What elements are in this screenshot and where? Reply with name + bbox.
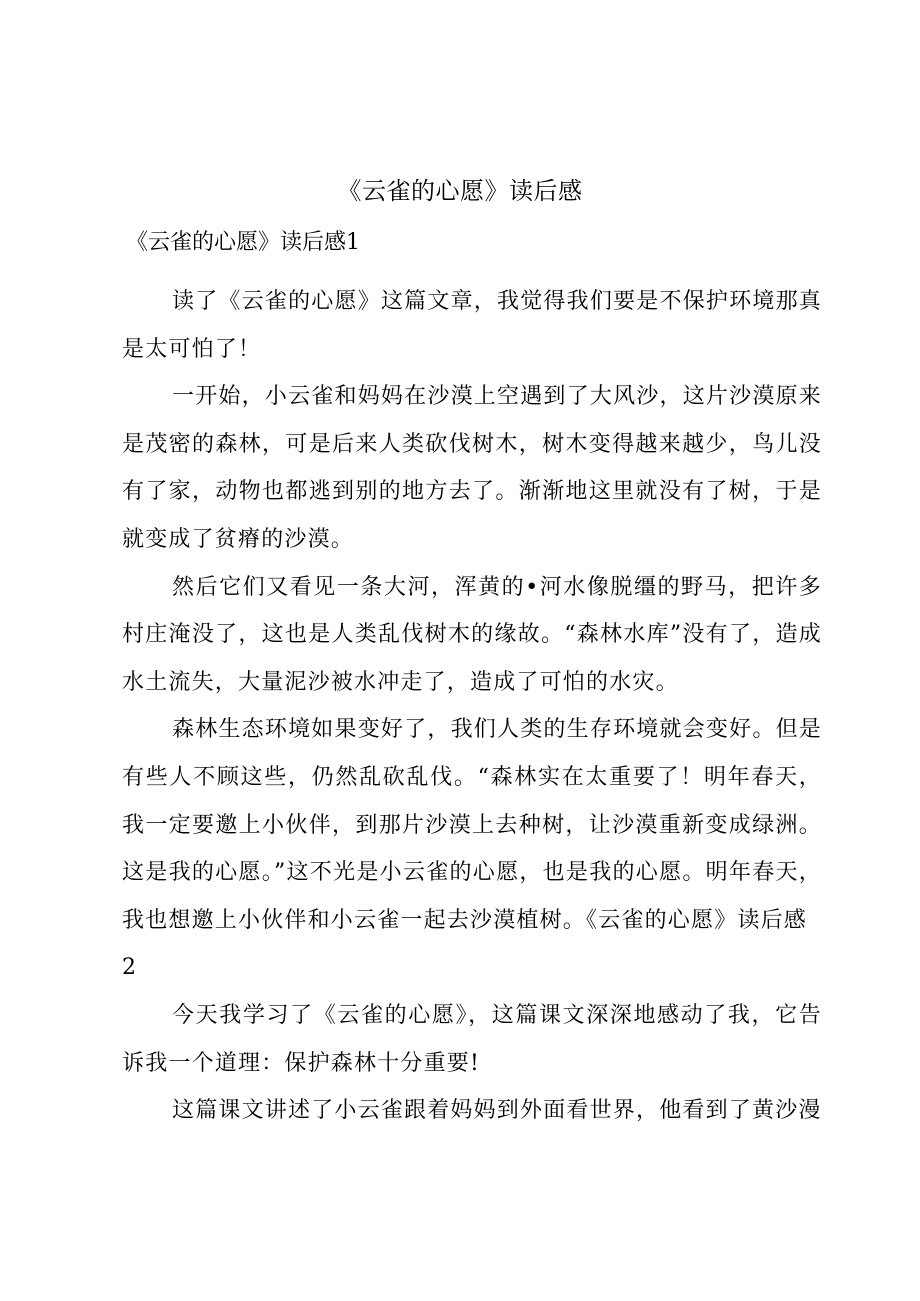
essay-1-heading: 《云雀的心愿》读后感1 — [126, 230, 360, 255]
paragraph-4: 森林生态环境如果变好了，我们人类的生存环境就会变好。但是有些人不顾这些，仍然乱砍乱伐。“森林实在太重要了！明年春天，我一定要邀上小伙伴，到那片沙漠上去种树，让沙漠重新变成绿洲。这是我的心愿。”这不光是小云雀的心愿，也是我的心愿。明年春天，我也想邀上小伙伴和小云雀一起去沙漠植树。《云雀的心愿》读后感 — [122, 717, 822, 933]
paragraph-3: 然后它们又看见一条大河，浑黄的•河水像脱缰的野马，把许多村庄淹没了，这也是人类乱伐树木的缘故。“森林水库”没有了，造成水土流失，大量泥沙被水冲走了，造成了可怕的水灾。 — [122, 574, 822, 695]
document-title: 《云雀的心愿》读后感 — [337, 177, 583, 205]
paragraph-2: 一开始，小云雀和妈妈在沙漠上空遇到了大风沙，这片沙漠原来是茂密的森林，可是后来人类砍伐树木，树木变得越来越少，鸟儿没有了家，动物也都逃到别的地方去了。渐渐地这里就没有了树，于是就变成了贫瘠的沙漠。 — [122, 384, 822, 552]
paragraph-6: 这篇课文讲述了小云雀跟着妈妈到外面看世界，他看到了黄沙漫 — [172, 1098, 822, 1124]
document-body — [122, 278, 822, 1135]
paragraph-1: 读了《云雀的心愿》这篇文章，我觉得我们要是不保护环境那真是太可怕了！ — [122, 289, 822, 362]
essay-2-number: 2 — [122, 955, 138, 981]
paragraph-5: 今天我学习了《云雀的心愿》，这篇课文深深地感动了我，它告诉我一个道理：保护森林十分重要! — [122, 1002, 822, 1076]
